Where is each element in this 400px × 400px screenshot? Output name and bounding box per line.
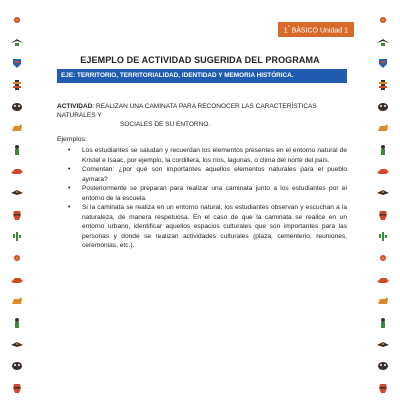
bullet-icon: • [68,204,71,211]
page-title: EJEMPLO DE ACTIVIDAD SUGERIDA DEL PROGRAMA [80,55,320,65]
mask-icon [376,360,390,372]
unit-badge-degree: ° [287,25,290,31]
flower-icon [376,252,390,264]
cactus-icon [376,230,390,242]
condor-icon [10,187,24,199]
llama-icon [10,122,24,134]
activity-text-line2: SOCIALES DE SU ENTORNO. [120,121,211,128]
activity-description [57,102,347,129]
figure-icon [376,317,390,329]
mask-icon [10,101,24,113]
figure-icon [10,144,24,156]
shield-icon [376,57,390,69]
flower-icon [376,14,390,26]
list-item [60,184,347,203]
list-item-text: Los estudiantes se saludan y recuerdan los elementos presentes en el entorno natural de Kristel e Isaac, por ejemplo, la cordillera, los ríos, lagunas, o clima del norte del país. [82,147,347,164]
llama-icon [376,295,390,307]
left-decorative-border [6,0,28,400]
figure-icon [376,144,390,156]
bullet-icon: • [68,185,71,192]
bullet-icon: • [68,147,71,154]
unit-badge-text: BÁSICO Unidad 1 [289,27,348,35]
mask-icon [10,360,24,372]
fox-icon [376,165,390,177]
condor-icon [10,339,24,351]
figure-icon [10,317,24,329]
list-item [60,165,347,184]
bird-icon [376,36,390,48]
activity-label: ACTIVIDAD [57,103,93,110]
fox-icon [10,274,24,286]
flower-icon [10,252,24,264]
bird-icon [10,36,24,48]
list-item [60,203,347,251]
shield-icon [10,57,24,69]
bullet-icon: • [68,166,71,173]
totem-icon [10,79,24,91]
unit-badge [278,22,354,37]
cactus-icon [10,230,24,242]
list-item-text: Posteriormente se preparan para realizar una caminata junto a los estudiantes por el entorno de la escuela. [82,185,347,202]
condor-icon [376,187,390,199]
vessel-icon [10,209,24,221]
llama-icon [10,295,24,307]
condor-icon [376,339,390,351]
activity-text-line1: : REALIZAN UNA CAMINATA PARA RECONOCER LAS CARACTERÍSTICAS NATURALES Y [57,103,317,119]
unit-badge-grade: 1 [283,27,288,35]
examples-label: Ejemplos: [57,136,87,143]
totem-icon [376,79,390,91]
fox-icon [376,274,390,286]
right-decorative-border [372,0,394,400]
list-item-text: Comentan: ¿por qué son importantes aquellos elementos naturales para el pueblo aymara? [82,166,347,183]
mask-icon [376,101,390,113]
vessel-icon [10,382,24,394]
axis-banner: EJE: TERRITORIO, TERRITORIALIDAD, IDENTIDAD Y MEMORIA HISTÓRICA. [57,69,347,83]
fox-icon [10,165,24,177]
vessel-icon [376,209,390,221]
list-item [60,146,347,165]
llama-icon [376,122,390,134]
examples-list [60,146,347,251]
flower-icon [10,14,24,26]
vessel-icon [376,382,390,394]
list-item-text: Si la caminata se realiza en un entorno natural, los estudiantes observan y escuchan a la naturaleza, de manera respetuosa. En el caso de que la caminata se realice en un entorno urbano, identificar aquellos espacios culturales que son importantes para las personas y donde se realizan actividades culturales (plaza, cementerio, reuniones, ceremonias, etc.). [82,204,347,249]
